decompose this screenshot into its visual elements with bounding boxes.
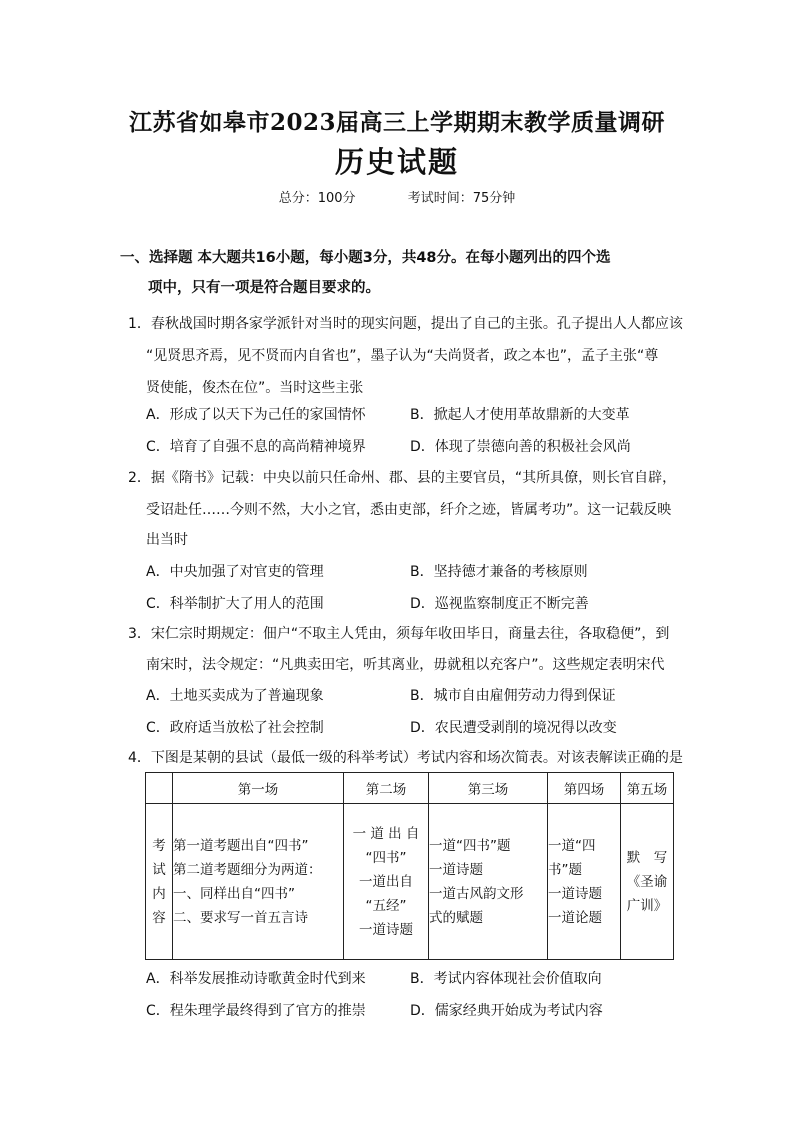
cell-line: 《圣谕 [626,873,668,890]
q2-line1: 2．据《隋书》记载：中央以前只任命州、郡、县的主要官员，“其所具僚，则长官自辟， [128,470,677,486]
q4-line1: 4．下图是某朝的县试（最低一级的科举考试）考试内容和场次简表。对该表解读正确的是 [128,750,683,766]
exam-table [145,772,674,960]
row-label-char: 容 [152,909,166,926]
exam-table-header-1: 第一场 [173,773,344,804]
exam-table-cell-4 [548,804,621,960]
q3-line2: 南宋时，法令规定：“凡典卖田宅，听其离业，毋就租以充客户”。这些规定表明宋代 [146,657,665,673]
cell-line: 一、同样出自“四书” [173,885,295,902]
q3-option-c[interactable]: C．政府适当放松了社会控制 [146,720,324,736]
cell-line: 一道“四 [548,837,596,854]
cell-line: 一道古风韵文形 [429,885,524,902]
cell-line: “五经” [365,897,407,914]
q1-line3: 贤使能，俊杰在位”。当时这些主张 [146,380,364,396]
q4-option-b[interactable]: B．考试内容体现社会价值取向 [410,971,602,987]
q4-option-c[interactable]: C．程朱理学最终得到了官方的推崇 [146,1003,366,1019]
cell-line: 一 道 出 自 [352,825,420,842]
exam-table-header-4: 第四场 [548,773,621,804]
exam-table-header-row [146,773,674,804]
q3-option-d[interactable]: D．农民遭受剥削的境况得以改变 [410,720,617,736]
exam-table-corner [146,773,173,804]
exam-table-cell-2 [344,804,429,960]
q2-option-b[interactable]: B．坚持德才兼备的考核原则 [410,564,588,580]
q2-line2: 受诏赴任……今则不然，大小之官，悉由吏部，纤介之迹，皆属考功”。这一记载反映 [146,502,672,518]
cell-line: 一道诗题 [429,861,483,878]
cell-line: 第一道考题出自“四书” [173,837,309,854]
exam-table-header-2: 第二场 [344,773,429,804]
section-heading-line2: 项中，只有一项是符合题目要求的。 [148,280,380,296]
section-heading [120,243,680,303]
exam-table-cell-5 [621,804,674,960]
cell-line: 一道“四书”题 [429,837,511,854]
cell-line: 默 写 [626,849,668,866]
exam-table-cell-3 [429,804,548,960]
exam-table-header-5: 第五场 [621,773,674,804]
exam-subtitle: 历史试题 [334,145,459,179]
cell-line: 书”题 [548,861,582,878]
cell-line: 式的赋题 [429,909,483,926]
row-label-char: 内 [152,885,166,902]
exam-table-row-label [146,804,173,960]
exam-title: 江苏省如皋市2023届高三上学期期末教学质量调研 [128,109,665,136]
exam-table-header-3: 第三场 [429,773,548,804]
row-label-char: 试 [152,861,166,878]
total-score: 总分：100分 [278,191,356,206]
q3-option-b[interactable]: B．城市自由雇佣劳动力得到保证 [410,688,616,704]
q2-line3: 出当时 [146,532,188,548]
q2-option-c[interactable]: C．科举制扩大了用人的范围 [146,596,324,612]
q2-option-d[interactable]: D．巡视监察制度正不断完善 [410,596,589,612]
q2-option-a[interactable]: A．中央加强了对官吏的管理 [146,564,324,580]
cell-line: 广训》 [626,897,668,914]
q3-line1: 3．宋仁宗时期规定：佃户“不取主人凭由，须每年收田毕日，商量去往，各取稳便”，到 [128,626,670,642]
q1-option-d[interactable]: D．体现了崇德向善的积极社会风尚 [410,439,631,455]
cell-line: “四书” [365,849,407,866]
q3-option-a[interactable]: A．土地买卖成为了普遍现象 [146,688,324,704]
exam-time: 考试时间：75分钟 [407,191,516,206]
q1-option-a[interactable]: A．形成了以天下为己任的家国情怀 [146,407,366,423]
q4-option-d[interactable]: D．儒家经典开始成为考试内容 [410,1003,603,1019]
exam-meta [0,187,794,206]
row-label-char: 考 [152,837,166,854]
cell-line: 一道诗题 [548,885,602,902]
cell-line: 一道诗题 [359,921,413,938]
cell-line: 第二道考题细分为两道： [173,861,322,878]
cell-line: 一道论题 [548,909,602,926]
q1-line1: 1．春秋战国时期各家学派针对当时的现实问题，提出了自己的主张。孔子提出人人都应该 [128,316,683,332]
q1-option-b[interactable]: B．掀起人才使用革故鼎新的大变革 [410,407,630,423]
q4-option-a[interactable]: A．科举发展推动诗歌黄金时代到来 [146,971,366,987]
q1-line2: “见贤思齐焉，见不贤而内自省也”，墨子认为“夫尚贤者，政之本也”，孟子主张“尊 [146,348,659,364]
exam-table-content-row [146,804,674,960]
cell-line: 一道出自 [359,873,413,890]
cell-line: 二、要求写一首五言诗 [173,909,308,926]
section-heading-line1: 一、选择题 本大题共16小题，每小题3分，共48分。在每小题列出的四个选 [120,250,611,266]
exam-table-cell-1 [173,804,344,960]
q1-option-c[interactable]: C．培育了自强不息的高尚精神境界 [146,439,366,455]
